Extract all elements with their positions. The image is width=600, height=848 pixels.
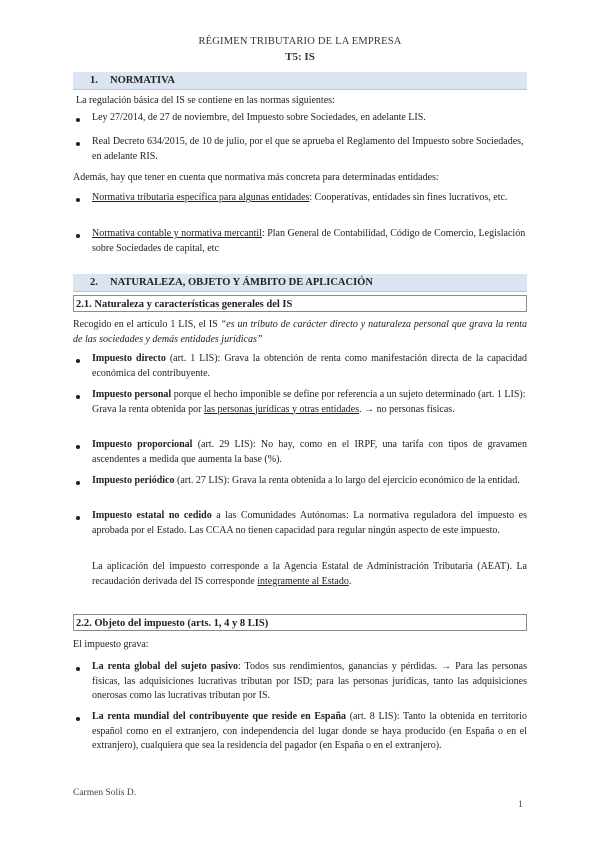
paragraph-ademas: Además, hay que tener en cuenta que normativa más concreta para determinadas entidades: [73, 172, 439, 183]
item-term: Impuesto proporcional [92, 439, 193, 450]
bullet-icon [76, 359, 80, 363]
subsection-heading-2-1: 2.1. Naturaleza y características generales del IS [73, 295, 527, 312]
underlined-term: Normativa tributaria específica para algunas entidades [92, 192, 310, 203]
paragraph-intro: La regulación básica del IS se contiene en las normas siguientes: [76, 95, 335, 106]
item-term: Impuesto directo [92, 353, 166, 364]
section-title: NATURALEZA, OBJETO Y ÁMBITO DE APLICACIÓN [110, 277, 373, 288]
item-text: : Plan General de Contabilidad, Código de Comercio, Legislación sobre Sociedades de capital, etc [92, 228, 526, 254]
bullet-icon [76, 516, 80, 520]
item-text: : Cooperativas, entidades sin fines lucrativos, etc. [309, 192, 508, 203]
section-number: 2. [90, 277, 98, 288]
list-item-impuesto-estatal [92, 509, 527, 538]
list-item-normativa-contable [92, 227, 527, 256]
item-text: (art. 8 LIS): Tanto la obtenida en territorio español como en el extranjero, con independencia del lugar donde se haya producido (en España o en el extranjero), cualquiera que sea la residencia del pagador (en España o en el extranjero). [92, 711, 527, 751]
list-item-impuesto-periodico [92, 474, 527, 489]
underlined-term: las personas jurídicas y otras entidades [203, 403, 360, 415]
section-heading-naturaleza [73, 274, 527, 292]
document-header-title: RÉGIMEN TRIBUTARIO DE LA EMPRESA [198, 36, 402, 47]
list-item-impuesto-directo [92, 352, 527, 381]
list-item-impuesto-personal [92, 388, 527, 417]
paragraph-aeat [92, 560, 527, 589]
section-title: NORMATIVA [110, 75, 175, 86]
paragraph-text: La aplicación del impuesto corresponde a la Agencia Estatal de Administración Tributaria (AEAT). La recaudación derivada del IS corresponde [92, 561, 527, 587]
bullet-icon [76, 395, 80, 399]
list-item-real-decreto: Real Decreto 634/2015, de 10 de julio, por el que se aprueba el Reglamento del Impuesto sobre Sociedades, en adelante RIS. [92, 136, 524, 162]
section-heading-normativa [73, 72, 527, 90]
quoted-definition: “es un tributo de carácter directo y naturaleza personal que grava la renta de las sociedades y demás entidades jurídicas” [73, 319, 527, 345]
item-text: (art. 29 LIS): No hay, como en el IRPF, una tarifa con tipos de gravamen ascendentes a medida que aumenta la base (%). [92, 439, 527, 465]
bullet-icon [76, 445, 80, 449]
item-text: : Todos sus rendimientos, ganancias y pérdidas. → Para las personas físicas, las adquisiciones lucrativas tributan por ISD; para las personas jurídicas, tanto las adquisiciones onerosas como las lucrativas tributan por IS. [92, 661, 527, 701]
item-term: Impuesto personal [92, 389, 172, 400]
footer-author: Carmen Solís D. [73, 788, 137, 798]
footer-page-number: 1 [518, 800, 523, 810]
item-term: La renta global del sujeto pasivo [92, 661, 238, 672]
section-number: 1. [90, 75, 98, 86]
bullet-icon [76, 234, 80, 238]
underlined-term: Normativa contable y normativa mercantil [92, 228, 262, 239]
subsection-heading-2-2: 2.2. Objeto del impuesto (arts. 1, 4 y 8 LIS) [73, 614, 527, 631]
item-text: a las Comunidades Autónomas: La normativa reguladora del impuesto es aprobada por el Estado. Las CCAA no tienen capacidad para regular ningún aspecto de este impuesto. [92, 510, 527, 536]
paragraph-grava: El impuesto grava: [73, 639, 149, 650]
list-item-normativa-tributaria [92, 191, 527, 206]
list-item-renta-global [92, 660, 527, 704]
bullet-icon [76, 481, 80, 485]
item-text: (art. 1 LIS): Grava la obtención de renta como manifestación directa de la capacidad económica del contribuyente. [92, 353, 528, 379]
underlined-term: íntegramente al Estado [257, 575, 349, 587]
list-item-renta-mundial [92, 710, 527, 754]
bullet-icon [76, 118, 80, 122]
paragraph-recogido [73, 318, 527, 347]
paragraph-text-end: . [348, 575, 352, 587]
document-header-subtitle: T5: IS [285, 51, 315, 63]
item-text: porque el hecho imponible se define por referencia a un sujeto determinado (art. 1 LIS): Grava la renta obtenida por [92, 389, 526, 415]
item-text-end: . → no personas físicas. [359, 403, 455, 415]
list-item-ley: Ley 27/2014, de 27 de noviembre, del Impuesto sobre Sociedades, en adelante LIS. [92, 112, 426, 123]
bullet-icon [76, 142, 80, 146]
bullet-icon [76, 198, 80, 202]
item-text: (art. 27 LIS): Grava la renta obtenida a lo largo del ejercicio económico de la entidad. [174, 475, 520, 486]
item-term: La renta mundial del contribuyente que reside en España [92, 711, 347, 722]
bullet-icon [76, 667, 80, 671]
bullet-icon [76, 717, 80, 721]
paragraph-text: Recogido en el artículo 1 LIS, el IS [73, 319, 221, 330]
item-term: Impuesto periódico [92, 475, 175, 486]
list-item-impuesto-proporcional [92, 438, 527, 467]
item-term: Impuesto estatal no cedido [92, 510, 212, 521]
